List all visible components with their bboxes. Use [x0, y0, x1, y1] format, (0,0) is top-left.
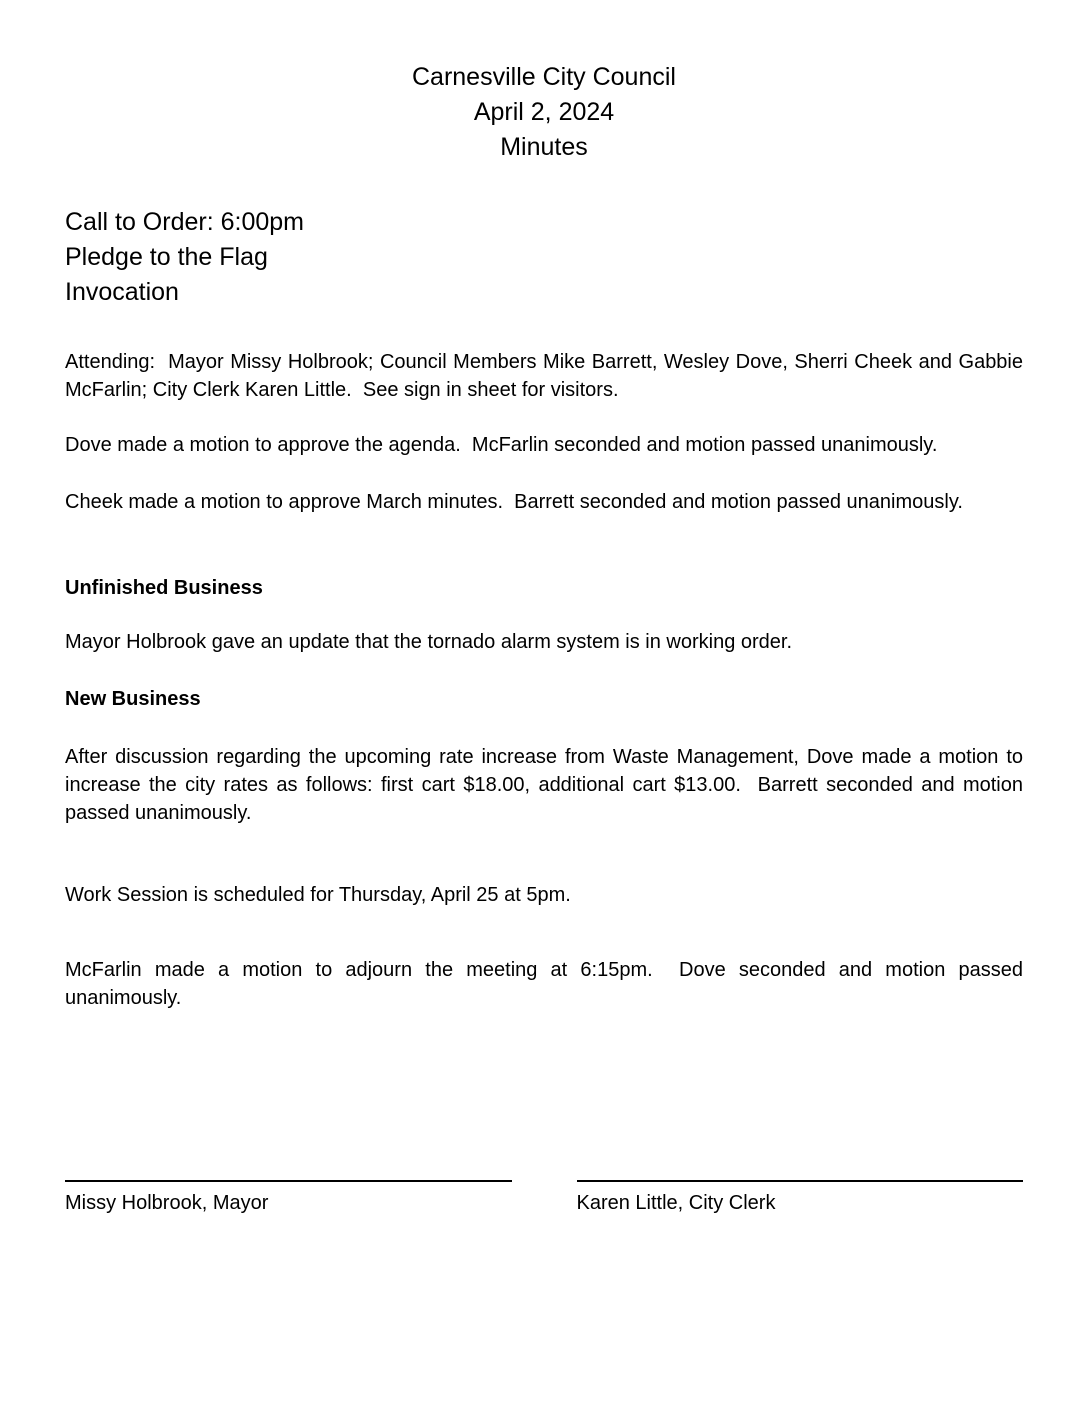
- opening-items-block: [65, 205, 1023, 310]
- page-title: Carnesville City Council: [412, 63, 676, 91]
- unfinished-business-heading: Unfinished Business: [65, 577, 263, 599]
- document-title-block: [65, 60, 1023, 165]
- document-type: Minutes: [500, 133, 588, 161]
- pledge-line: Pledge to the Flag: [65, 243, 268, 271]
- attendance-paragraph: Attending: Mayor Missy Holbrook; Council Members Mike Barrett, Wesley Dove, Sherri Cheek and Gabbie McFarlin; City Clerk Karen Little. See sign in sheet for visitors.: [65, 351, 1029, 401]
- clerk-signature-block: [577, 1180, 1024, 1217]
- invocation-line: Invocation: [65, 278, 179, 306]
- adjournment-paragraph: McFarlin made a motion to adjourn the meeting at 6:15pm. Dove seconded and motion passed unanimously.: [65, 959, 1029, 1009]
- work-session-paragraph: Work Session is scheduled for Thursday, April 25 at 5pm.: [65, 884, 571, 906]
- new-business-heading: New Business: [65, 688, 201, 710]
- new-business-paragraph: After discussion regarding the upcoming rate increase from Waste Management, Dove made a motion to increase the city rates as follows: first cart $18.00, additional cart $13.00. Barrett seconded and motion passed unanimously.: [65, 746, 1029, 824]
- mayor-signature-label: Missy Holbrook, Mayor: [65, 1192, 269, 1214]
- meeting-date: April 2, 2024: [473, 98, 615, 126]
- call-to-order-line: Call to Order: 6:00pm: [65, 208, 304, 236]
- clerk-signature-label: Karen Little, City Clerk: [576, 1192, 776, 1214]
- unfinished-business-paragraph: Mayor Holbrook gave an update that the tornado alarm system is in working order.: [65, 631, 793, 653]
- signature-section: [65, 1180, 1023, 1217]
- mayor-signature-block: [65, 1180, 512, 1217]
- agenda-motion-paragraph: Dove made a motion to approve the agenda. McFarlin seconded and motion passed unanimously.: [65, 434, 938, 456]
- minutes-motion-paragraph: Cheek made a motion to approve March minutes. Barrett seconded and motion passed unanimously.: [65, 491, 963, 513]
